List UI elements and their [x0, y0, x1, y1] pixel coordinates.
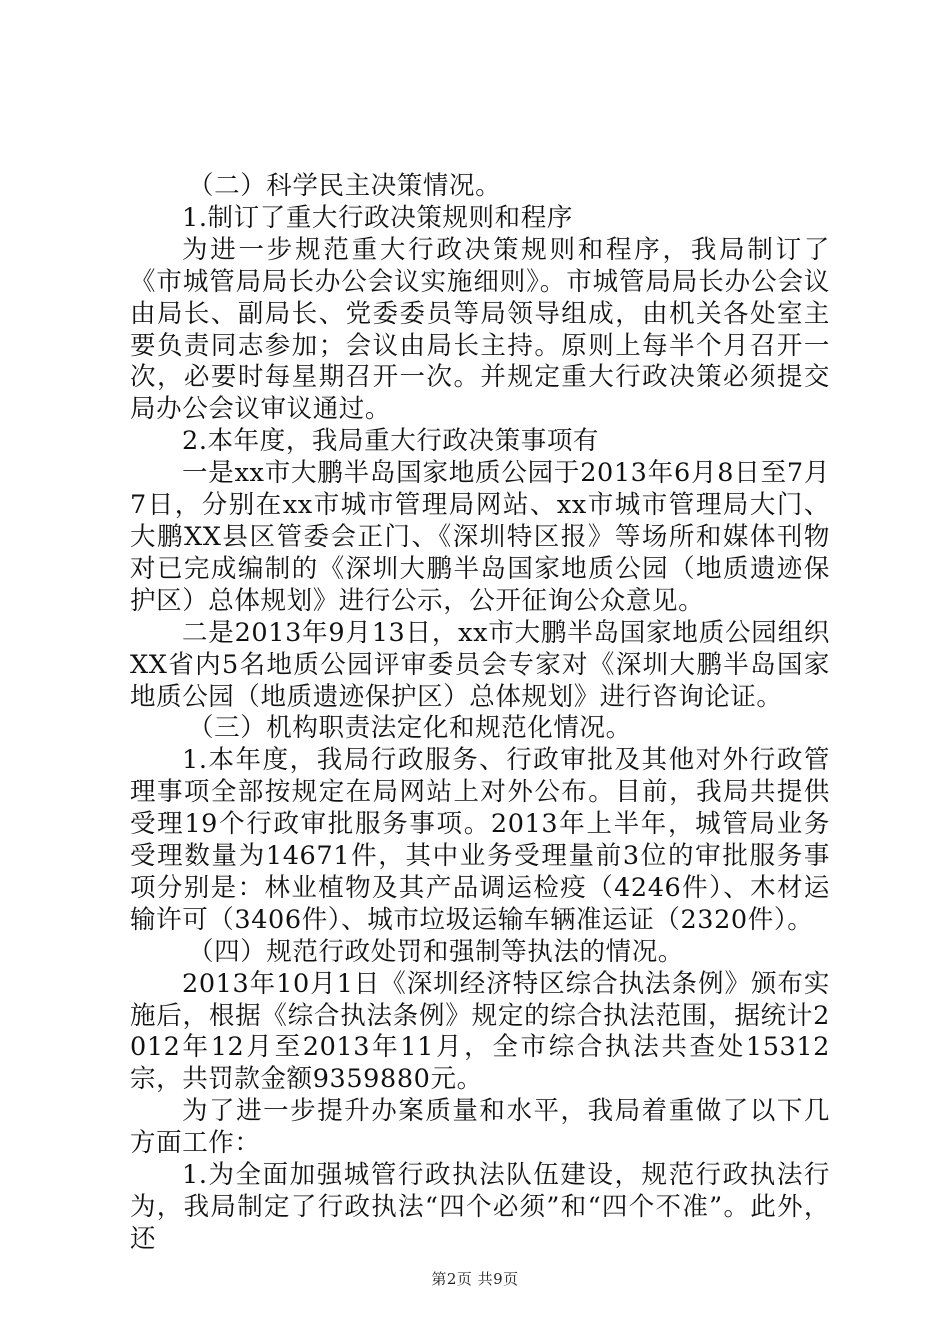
paragraph: （四）规范行政处罚和强制等执法的情况。	[188, 936, 684, 967]
paragraph: 2.本年度，我局重大行政决策事项有	[182, 426, 600, 457]
paragraph: 1.制订了重大行政决策规则和程序	[182, 202, 573, 233]
paragraph: 2013年10月1日《深圳经济特区综合执法条例》颁布实施后，根据《综合执法条例》规定的综合执法范围，据统计2012年12月至2013年11月，全市综合执法共查处15312宗，共罚款金额9359880元。	[130, 968, 830, 1095]
paragraph: 为了进一步提升办案质量和水平，我局着重做了以下几方面工作：	[130, 1096, 830, 1159]
paragraph: 1.本年度，我局行政服务、行政审批及其他对外行政管理事项全部按规定在局网站上对外公布。目前，我局共提供受理19个行政审批服务事项。2013年上半年，城管局业务受理数量为14671件，其中业务受理量前3位的审批服务事项分别是：林业植物及其产品调运检疫（4246件）、木材运输许可（3406件）、城市垃圾运输车辆准运证（2320件）。	[130, 745, 830, 935]
document-body	[130, 171, 830, 1256]
paragraph: 一是xx市大鹏半岛国家地质公园于2013年6月8日至7月7日，分别在xx市城市管理局网站、xx市城市管理局大门、大鹏XX县区管委会正门、《深圳特区报》等场所和媒体刊物对已完成编制的《深圳大鹏半岛国家地质公园（地质遗迹保护区）总体规划》进行公示，公开征询公众意见。	[130, 458, 830, 616]
paragraph: （三）机构职责法定化和规范化情况。	[188, 713, 632, 744]
page-footer: 第2页 共9页	[431, 1270, 519, 1288]
paragraph: 1.为全面加强城管行政执法队伍建设，规范行政执法行为，我局制定了行政执法“四个必须”和“四个不准”。此外，还	[130, 1160, 830, 1254]
paragraph: （二）科学民主决策情况。	[188, 171, 502, 201]
paragraph: 为进一步规范重大行政决策规则和程序，我局制订了《市城管局局长办公会议实施细则》。市城管局局长办公会议由局长、副局长、党委委员等局领导组成，由机关各处室主要负责同志参加；会议由局长主持。原则上每半个月召开一次，必要时每星期召开一次。并规定重大行政决策必须提交局办公会议审议通过。	[130, 234, 830, 425]
paragraph: 二是2013年9月13日，xx市大鹏半岛国家地质公园组织XX省内5名地质公园评审委员会专家对《深圳大鹏半岛国家地质公园（地质遗迹保护区）总体规划》进行咨询论证。	[130, 617, 830, 712]
